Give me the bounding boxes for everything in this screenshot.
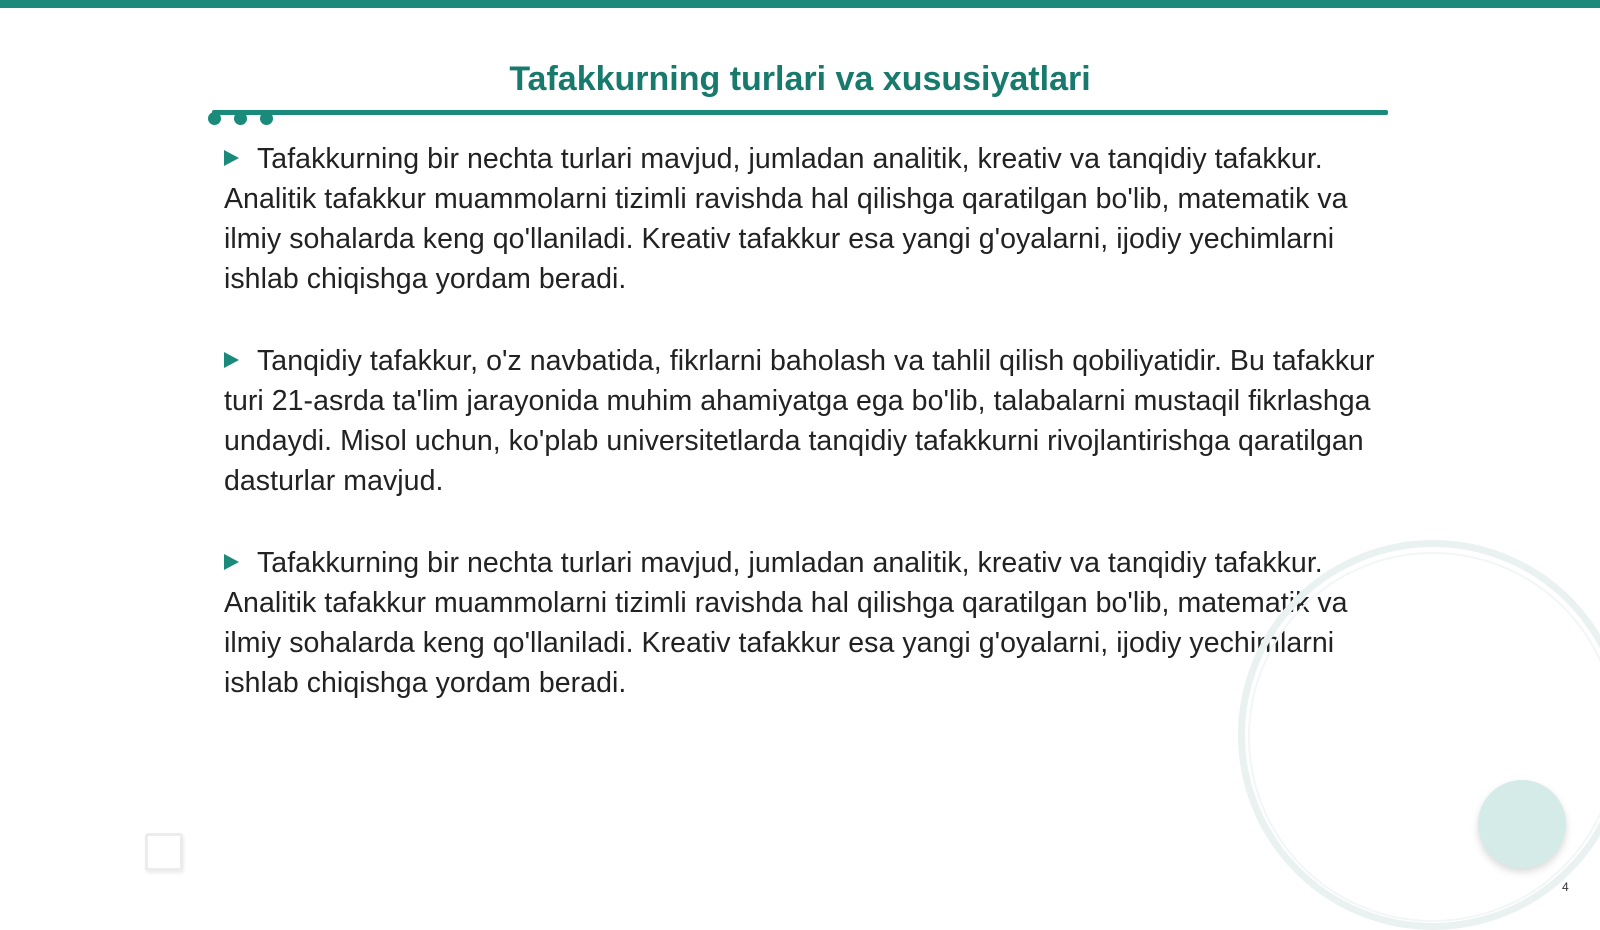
page-number: 4 (1562, 880, 1569, 894)
triangle-right-icon (224, 150, 239, 166)
bullet-item (224, 543, 1384, 703)
title-underline (212, 110, 1388, 115)
decorative-circle (1478, 780, 1566, 868)
bullet-text: Tafakkurning bir nechta turlari mavjud, jumladan analitik, kreativ va tanqidiy tafakkur. Analitik tafakkur muammolarni tizimli ravishda hal qilishga qaratilgan bo'lib, matematik va ilmiy sohalarda keng qo'llaniladi. Kreativ tafakkur esa yangi g'oyalarni, ijodiy yechimlarni ishlab chiqishga yordam beradi. (224, 143, 1348, 295)
bullet-text: Tanqidiy tafakkur, o'z navbatida, fikrlarni baholash va tahlil qilish qobiliyatidir. Bu tafakkur turi 21-asrda ta'lim jarayonida muhim ahamiyatga ega bo'lib, talabalarni mustaqil fikrlashga undaydi. Misol uchun, ko'plab universitetlarda tanqidiy tafakkurni rivojlantirishga qaratilgan dasturlar mavjud. (224, 345, 1375, 497)
rule-dot-icon (208, 112, 221, 125)
top-accent-bar (0, 0, 1600, 8)
bullet-text: Tafakkurning bir nechta turlari mavjud, jumladan analitik, kreativ va tanqidiy tafakkur. Analitik tafakkur muammolarni tizimli ravishda hal qilishga qaratilgan bo'lib, matematik va ilmiy sohalarda keng qo'llaniladi. Kreativ tafakkur esa yangi g'oyalarni, ijodiy yechimlarni ishlab chiqishga yordam beradi. (224, 547, 1348, 699)
bullet-list (224, 139, 1384, 745)
rule-dot-icon (260, 112, 273, 125)
rule-dot-icon (234, 112, 247, 125)
triangle-right-icon (224, 554, 239, 570)
decorative-inner-ring (1248, 552, 1600, 922)
decorative-square (145, 833, 183, 871)
triangle-right-icon (224, 352, 239, 368)
bullet-item (224, 341, 1384, 501)
slide-title: Tafakkurning turlari va xususiyatlari (509, 60, 1091, 98)
bullet-item (224, 139, 1384, 299)
